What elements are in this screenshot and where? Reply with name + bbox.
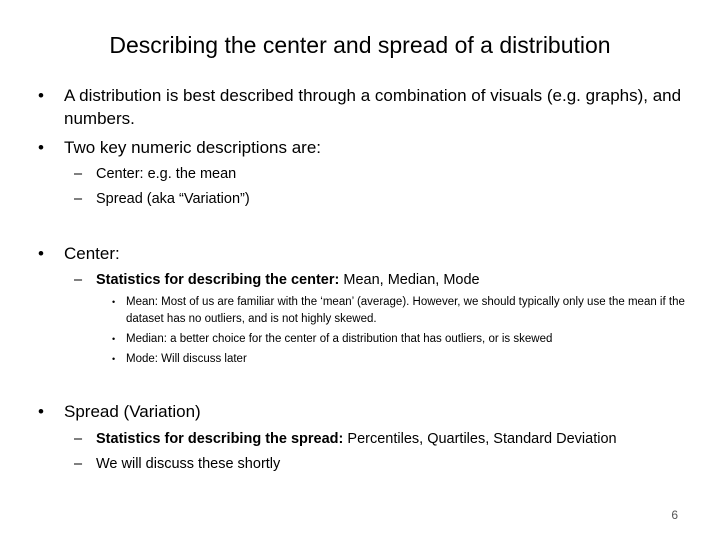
bullet-text: A distribution is best described through a combination of visuals (e.g. graphs), and numbers. — [64, 86, 682, 128]
bold-label: Statistics for describing the center: — [96, 272, 340, 288]
slide-title: Describing the center and spread of a distribution — [109, 32, 611, 58]
sub-sub-bullet-text: Mode: Will discuss later — [126, 353, 247, 365]
bullet-marker: • — [38, 244, 44, 263]
sub-bullet-text — [96, 429, 696, 449]
sub-sub-bullet-text: Median: a better choice for the center of a distribution that has outliers, or is skewed — [126, 333, 553, 345]
statistics-list: Mean, Median, Mode — [339, 272, 480, 288]
dash-marker: – — [74, 166, 83, 182]
bullet-text: Two key numeric descriptions are: — [64, 138, 321, 157]
dash-marker: – — [74, 456, 83, 472]
bullet-marker: • — [112, 334, 116, 344]
bullet-text: Center: — [64, 244, 120, 263]
bullet-marker: • — [38, 402, 44, 421]
dash-marker: – — [74, 272, 83, 288]
dash-marker: – — [74, 191, 83, 207]
bullet-marker: • — [112, 354, 116, 364]
sub-bullet-text — [96, 270, 696, 290]
bold-label: Statistics for describing the spread: — [96, 431, 344, 447]
dash-marker: – — [74, 431, 83, 447]
statistics-list: Percentiles, Quartiles, Standard Deviation — [343, 431, 617, 447]
bullet-marker: • — [38, 86, 44, 105]
sub-bullet-text: Spread (aka “Variation”) — [96, 191, 250, 207]
page-number: 6 — [671, 508, 678, 522]
bullet-marker: • — [38, 138, 44, 157]
bullet-text: Spread (Variation) — [64, 402, 201, 421]
sub-bullet-text: Center: e.g. the mean — [96, 166, 237, 182]
sub-bullet-text: We will discuss these shortly — [96, 456, 281, 472]
bullet-marker: • — [112, 297, 116, 307]
sub-sub-bullet-text: Mean: Most of us are familiar with the ‘mean’ (average). However, we should typically only use the mean if the dataset has no outliers, and is not highly skewed. — [126, 296, 685, 325]
